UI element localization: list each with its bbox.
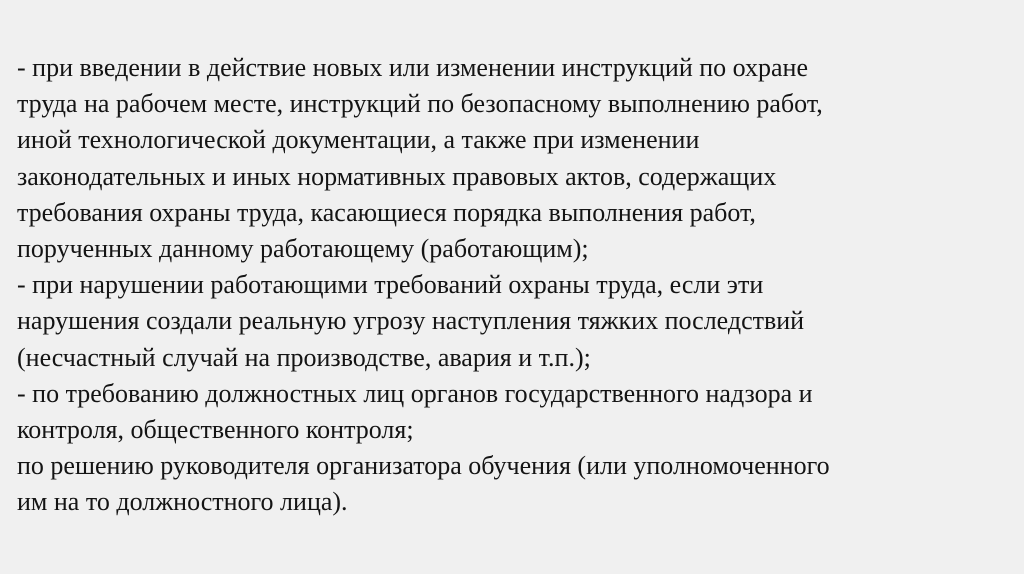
text-line: (несчастный случай на производстве, авария и т.п.);: [17, 342, 591, 372]
slide-body-text: [17, 50, 1007, 521]
text-line: контроля, общественного контроля;: [17, 415, 414, 445]
text-line: иной технологической документации, а также при изменении: [17, 125, 700, 155]
text-line: труда на рабочем месте, инструкций по безопасному выполнению работ,: [17, 89, 823, 119]
text-line: - по требованию должностных лиц органов государственного надзора и: [17, 378, 813, 408]
text-line: - при нарушении работающими требований охраны труда, если эти: [17, 270, 764, 300]
text-line: по решению руководителя организатора обучения (или уполномоченного: [17, 451, 830, 481]
text-line: - при введении в действие новых или изменении инструкций по охране: [17, 53, 808, 82]
text-line: им на то должностного лица).: [17, 487, 348, 517]
text-line: порученных данному работающему (работающим);: [17, 234, 589, 264]
text-line: законодательных и иных нормативных правовых актов, содержащих: [17, 161, 777, 191]
text-line: нарушения создали реальную угрозу наступления тяжких последствий: [17, 306, 805, 336]
text-line: требования охраны труда, касающиеся порядка выполнения работ,: [17, 197, 756, 227]
